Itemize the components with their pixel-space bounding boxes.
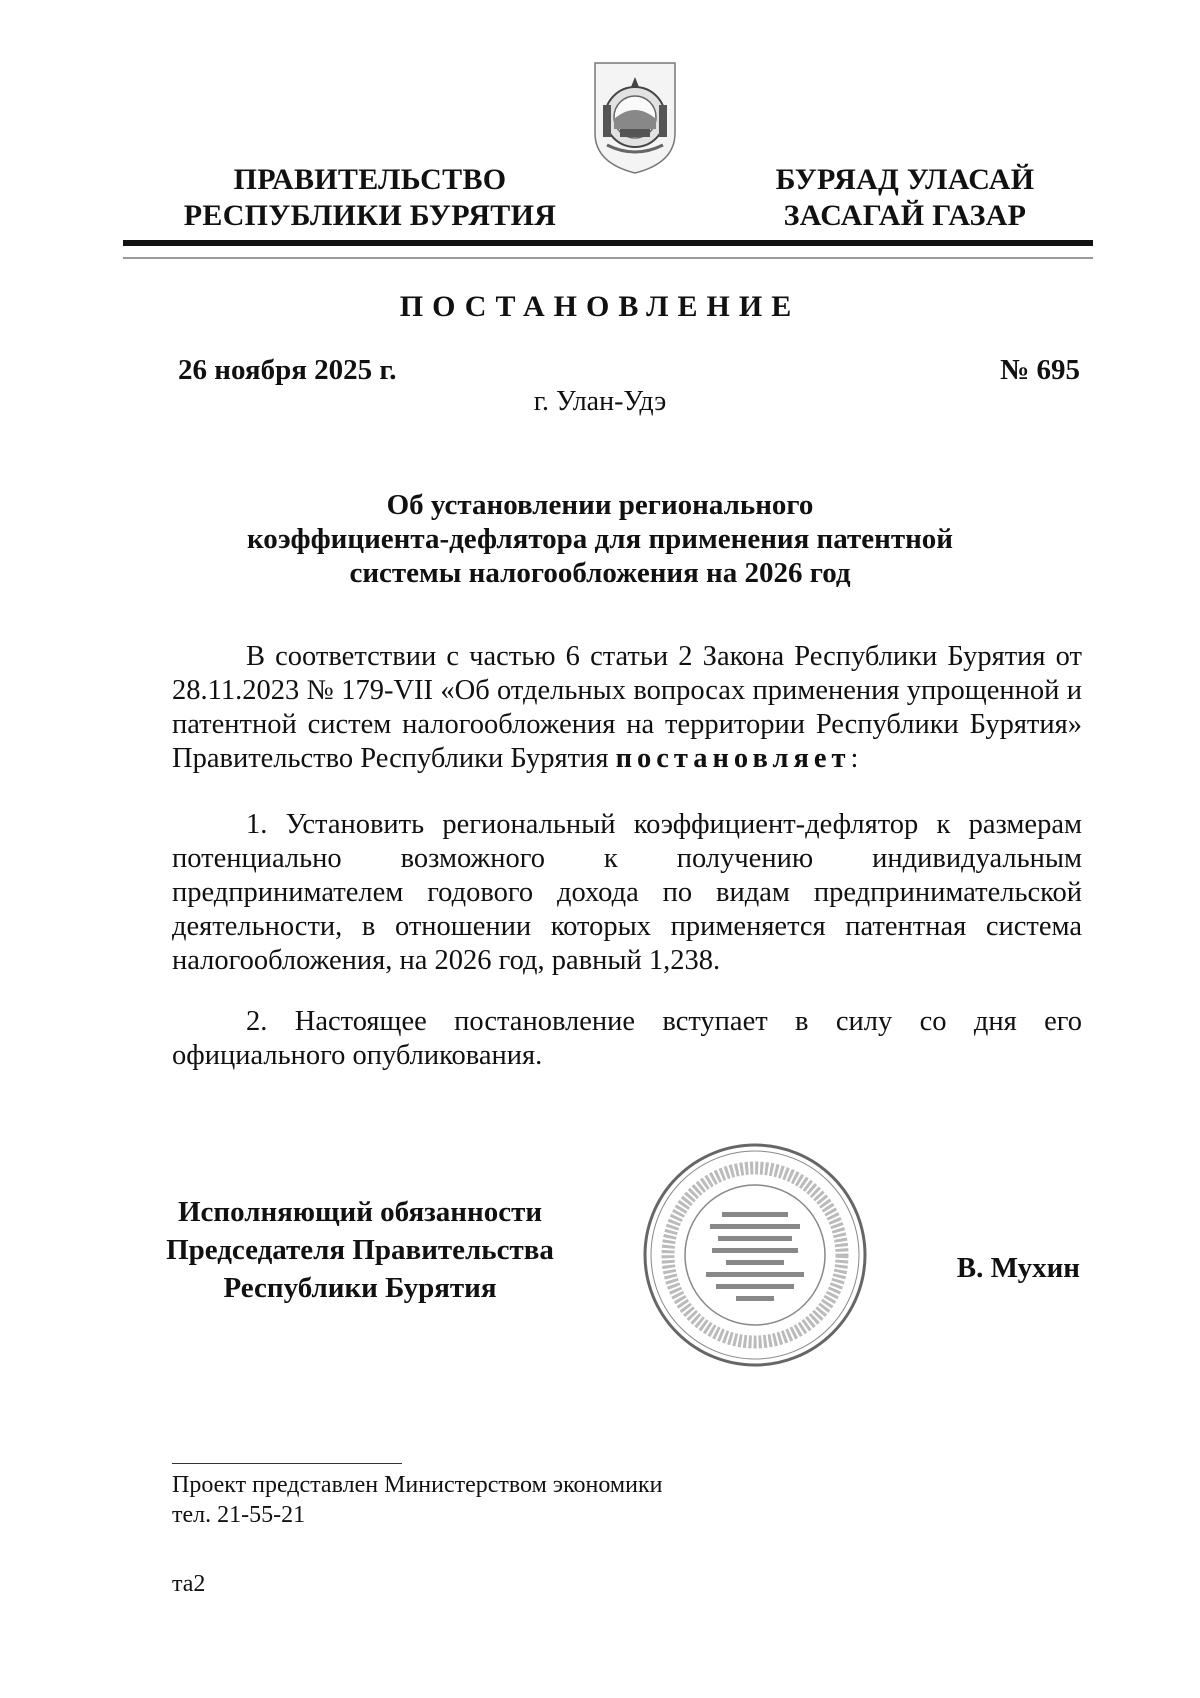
government-name-line: ПРАВИТЕЛЬСТВО: [233, 163, 507, 196]
government-name-line: ЗАСАГАЙ ГАЗАР: [783, 199, 1027, 232]
document-type: ПОСТАНОВЛЕНИЕ: [399, 290, 801, 323]
government-name-buryat: [740, 162, 1070, 234]
official-seal-stamp: [640, 1140, 870, 1370]
item-1-paragraph: [172, 808, 1082, 978]
header-rule-thin: [123, 257, 1093, 259]
resolves-verb: постановляет: [615, 743, 851, 774]
government-name-russian: [150, 162, 590, 234]
signatory-title-line: Исполняющий обязанности: [177, 1196, 543, 1228]
item-1-text: 1. Установить региональный коэффициент-дефлятор к размерам потенциально возможного к получению индивидуальным предпринимателем годового дохода по видам предпринимательской деятельности, в отношении которых применяется патентная система налогообложения, на 2026 год, равный 1,238.: [172, 809, 1082, 976]
coat-of-arms-icon: [589, 55, 681, 177]
title-line: Об установлении регионального: [386, 489, 814, 521]
signatory-name: В. Мухин: [956, 1252, 1080, 1284]
title-line: коэффициента-дефлятора для применения патентной: [246, 523, 953, 555]
government-name-line: БУРЯАД УЛАСАЙ: [775, 163, 1035, 196]
document-city: г. Улан-Удэ: [533, 386, 667, 417]
item-2-paragraph: [172, 1005, 1082, 1073]
intro-end: :: [850, 743, 859, 774]
government-name-line: РЕСПУБЛИКИ БУРЯТИЯ: [183, 199, 557, 232]
item-2-text: 2. Настоящее постановление вступает в силу со дня его официального опубликования.: [172, 1006, 1082, 1071]
document-number: № 695: [1000, 354, 1080, 386]
document-title: [240, 488, 960, 590]
footnote-rule: [172, 1463, 402, 1464]
intro-paragraph: [172, 640, 1082, 776]
document-code: та2: [172, 1571, 206, 1597]
title-line: системы налогообложения на 2026 год: [349, 557, 851, 589]
header-rule: [123, 240, 1093, 246]
signatory-title-line: Республики Бурятия: [223, 1272, 497, 1304]
intro-text: В соответствии с частью 6 статьи 2 Закона Республики Бурятия от 28.11.2023 № 179-VII «Об отдельных вопросах применения упрощенной и патентной систем налогообложения на территории Республики Бурятия» Правительство Республики Бурятия: [172, 641, 1082, 774]
draft-submitted-by: Проект представлен Министерством экономики: [172, 1472, 663, 1498]
document-date: 26 ноября 2025 г.: [178, 354, 397, 386]
contact-phone: тел. 21-55-21: [172, 1502, 306, 1528]
signatory-title: [150, 1193, 570, 1307]
signatory-title-line: Председателя Правительства: [166, 1234, 554, 1266]
